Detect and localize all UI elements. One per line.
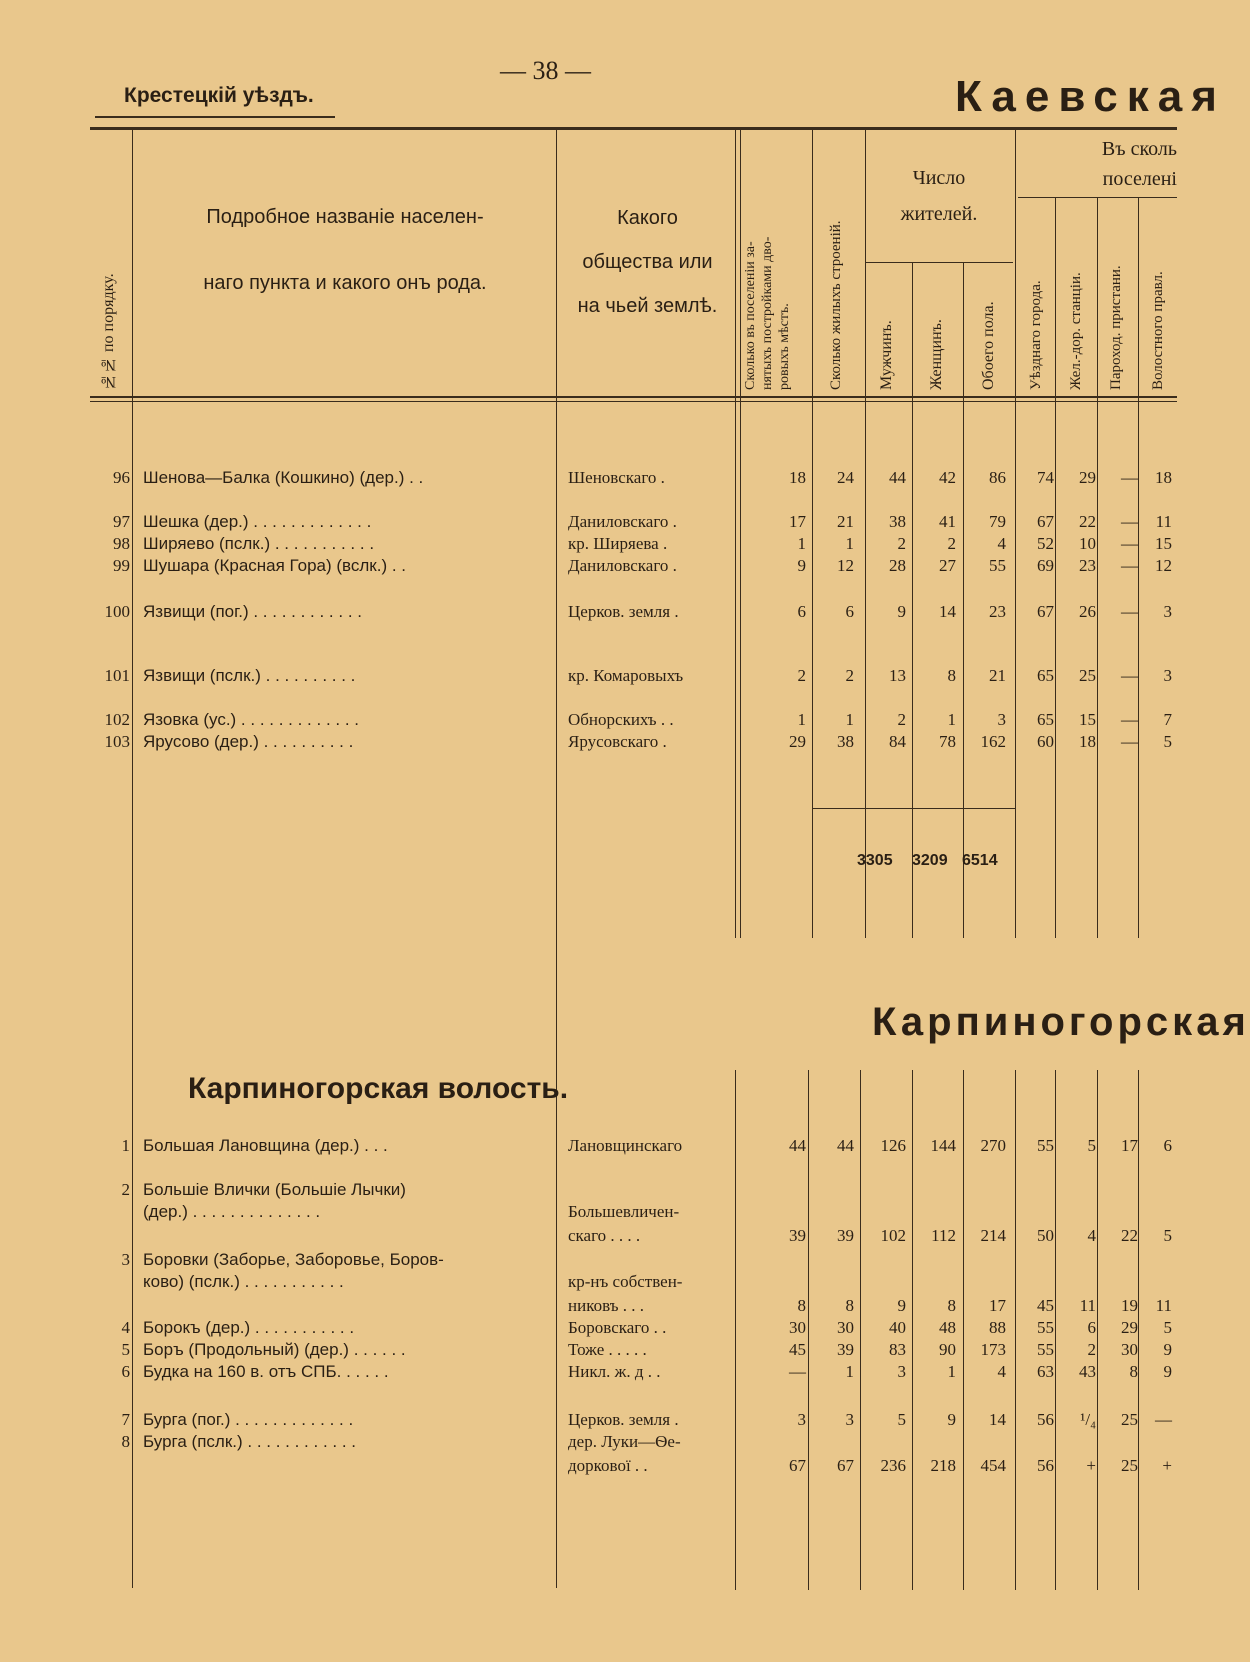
table-row [0,1226,1177,1248]
row-number: 2 [121,1180,130,1199]
total: 23 [989,602,1006,621]
dist-volost: 5 [1163,732,1172,751]
row-number: 97 [113,512,130,531]
buildings: 8 [845,1296,854,1315]
settlement-name: Большая Лановщина (дер.) . . . [143,1136,388,1155]
buildings: 39 [837,1340,854,1359]
col-header-buildings: Сколько жилыхъ строеній. [828,220,844,390]
dist-town: 55 [1037,1340,1054,1359]
dist-town: 67 [1037,512,1054,531]
settlement-name: Язовка (ус.) . . . . . . . . . . . . . [143,710,360,729]
men: 126 [880,1136,906,1155]
total: 214 [980,1226,1006,1245]
households: 18 [789,468,806,487]
col-header-name: Подробное названіе населен- наго пункта и какого онъ рода. [203,206,487,294]
society-name: Тоже . . . . . [568,1340,647,1359]
table-row [0,1432,1177,1454]
settlement-name: (дер.) . . . . . . . . . . . . . . [143,1202,321,1221]
dist-pier: 19 [1121,1296,1138,1315]
dist-rail: 11 [1079,1296,1096,1315]
society-name: Церков. земля . [568,602,679,621]
row-number: 8 [121,1432,130,1451]
dist-pier: 17 [1121,1136,1138,1155]
households: 8 [797,1296,806,1315]
dist-town: 55 [1037,1136,1054,1155]
dist-pier: 8 [1129,1362,1138,1381]
table-row [0,556,1177,578]
households: 1 [797,534,806,553]
buildings: 6 [845,602,854,621]
buildings: 38 [837,732,854,751]
dist-volost: 5 [1163,1318,1172,1337]
table-row [0,666,1177,688]
dist-town: 45 [1037,1296,1054,1315]
dist-pier: — [1121,468,1138,487]
buildings: 24 [837,468,854,487]
dist-rail: 22 [1079,512,1096,531]
households: 44 [789,1136,806,1155]
society-name: Боровскаго . . [568,1318,667,1337]
buildings: 39 [837,1226,854,1245]
women: 1 [947,710,956,729]
dist-rail: 5 [1087,1136,1096,1155]
table-row [0,1410,1177,1432]
dist-pier: 22 [1121,1226,1138,1245]
dist-pier: — [1121,534,1138,553]
table-row [0,512,1177,534]
men: 38 [889,512,906,531]
settlement-name: Шушара (Красная Гора) (вслк.) . . [143,556,407,575]
men: 83 [889,1340,906,1359]
dist-town: 63 [1037,1362,1054,1381]
dist-rail: ¹/₄ [1080,1410,1096,1429]
dist-rail: 29 [1079,468,1096,487]
table-row [0,1180,1177,1202]
header-underline [95,116,335,118]
settlement-name: Бурга (пог.) . . . . . . . . . . . . . [143,1410,354,1429]
women: 218 [930,1456,956,1475]
settlement-name: Язвищи (пог.) . . . . . . . . . . . . [143,602,362,621]
buildings: 30 [837,1318,854,1337]
settlement-name: ково) (пслк.) . . . . . . . . . . . [143,1272,344,1291]
volost-title: Карпиногорская волость. [188,1072,569,1105]
settlement-name: Ширяево (пслк.) . . . . . . . . . . . [143,534,375,553]
dist-town: 52 [1037,534,1054,553]
dist-pier: — [1121,556,1138,575]
table-top-rule [90,127,1177,130]
table-row [0,710,1177,732]
col-header-number: №№ по порядку. [100,273,117,390]
table-row [0,1250,1177,1272]
households: 30 [789,1318,806,1337]
society-name: Даниловскаго . [568,556,677,575]
dist-pier: — [1121,732,1138,751]
settlement-name: Язвищи (пслк.) . . . . . . . . . . [143,666,356,685]
table-row [0,602,1177,624]
total: 79 [989,512,1006,531]
total: 173 [980,1340,1006,1359]
households: — [789,1362,806,1381]
col-header-volost: Волостного правл. [1150,271,1166,390]
settlement-name: Бурга (пслк.) . . . . . . . . . . . . [143,1432,357,1451]
households: 67 [789,1456,806,1475]
row-number: 6 [121,1362,130,1381]
total: 88 [989,1318,1006,1337]
total: 3 [997,710,1006,729]
dist-volost: 11 [1155,1296,1172,1315]
men: 40 [889,1318,906,1337]
dist-town: 67 [1037,602,1054,621]
total-women: 3209 [912,852,948,869]
dist-volost: + [1162,1456,1172,1475]
women: 8 [947,666,956,685]
settlement-name: Шенова—Балка (Кошкино) (дер.) . . [143,468,424,487]
total: 21 [989,666,1006,685]
men: 102 [880,1226,906,1245]
dist-rail: 23 [1079,556,1096,575]
row-number: 4 [121,1318,130,1337]
women: 8 [947,1296,956,1315]
total-men: 3305 [857,852,893,869]
settlement-name: Будка на 160 в. отъ СПБ. . . . . . [143,1362,389,1381]
buildings: 1 [845,710,854,729]
households: 29 [789,732,806,751]
dist-rail: 43 [1079,1362,1096,1381]
women: 48 [939,1318,956,1337]
dist-rail: 4 [1087,1226,1096,1245]
dist-rail: + [1086,1456,1096,1475]
society-name: кр. Комаровыхъ [568,666,684,685]
col-header-town: Уѣзднаго города. [1028,280,1044,390]
dist-town: 65 [1037,710,1054,729]
dist-pier: 30 [1121,1340,1138,1359]
table-row [0,732,1177,754]
group-header-distance: Въ сколь поселені [1101,138,1177,190]
society-name: доркової . . [568,1456,648,1475]
dist-town: 69 [1037,556,1054,575]
buildings: 3 [845,1410,854,1429]
total: 14 [989,1410,1006,1429]
dist-town: 56 [1037,1456,1054,1475]
dist-volost: — [1155,1410,1172,1429]
dist-volost: 7 [1163,710,1172,729]
col-header-women: Женщинъ. [928,319,945,390]
women: 112 [931,1226,956,1245]
dist-town: 56 [1037,1410,1054,1429]
dist-volost: 5 [1163,1226,1172,1245]
dist-pier: — [1121,512,1138,531]
table-header-rule [90,396,1177,398]
dist-volost: 12 [1155,556,1172,575]
dist-rail: 10 [1079,534,1096,553]
households: 1 [797,710,806,729]
dist-town: 55 [1037,1318,1054,1337]
dist-rail: 18 [1079,732,1096,751]
dist-town: 60 [1037,732,1054,751]
men: 9 [897,602,906,621]
dist-pier: 25 [1121,1410,1138,1429]
total: 17 [989,1296,1006,1315]
col-header-rail: Жел.-дор. станціи. [1068,272,1084,390]
dist-volost: 9 [1163,1362,1172,1381]
dist-rail: 15 [1079,710,1096,729]
buildings: 21 [837,512,854,531]
buildings: 1 [845,1362,854,1381]
section-banner-top: Каевская [955,72,1226,121]
society-name: Шеновскаго . [568,468,665,487]
row-number: 101 [104,666,130,685]
households: 39 [789,1226,806,1245]
society-name: Лановщинскаго [568,1136,683,1155]
society-name: дер. Луки—Ѳе- [568,1432,681,1451]
society-name: Даниловскаго . [568,512,677,531]
settlement-name: Боръ (Продольный) (дер.) . . . . . . [143,1340,406,1359]
society-name: Большевличен- [568,1202,680,1221]
buildings: 1 [845,534,854,553]
row-number: 103 [104,732,130,751]
society-name: никовъ . . . [568,1296,644,1315]
page-number: — 38 — [500,56,591,85]
women: 41 [939,512,956,531]
women: 90 [939,1340,956,1359]
total: 270 [980,1136,1006,1155]
table-row [0,468,1177,490]
total-both: 6514 [962,852,998,869]
society-name: кр-нъ собствен- [568,1272,683,1291]
table-row [0,1272,1177,1294]
row-number: 102 [104,710,130,729]
table-row [0,1362,1177,1384]
total: 454 [980,1456,1006,1475]
row-number: 100 [104,602,130,621]
dist-pier: — [1121,710,1138,729]
dist-volost: 15 [1155,534,1172,553]
dist-pier: 25 [1121,1456,1138,1475]
society-name: Церков. земля . [568,1410,679,1429]
men: 84 [889,732,906,751]
men: 28 [889,556,906,575]
total: 55 [989,556,1006,575]
women: 14 [939,602,956,621]
settlement-name: Большіе Влички (Большіе Лычки) [143,1180,406,1199]
col-header-households: Сколько въ поселеніи за- нятыхъ постройками дво- ровыхъ мѣстъ. [743,236,792,390]
men: 9 [897,1296,906,1315]
dist-rail: 6 [1087,1318,1096,1337]
dist-town: 50 [1037,1226,1054,1245]
row-number: 99 [113,556,130,575]
section-banner-bottom: Карпиногорская [872,1000,1250,1044]
total: 4 [997,1362,1006,1381]
men: 5 [897,1410,906,1429]
dist-town: 65 [1037,666,1054,685]
col-header-men: Мужчинъ. [878,320,895,390]
dist-pier: 29 [1121,1318,1138,1337]
households: 17 [789,512,806,531]
men: 3 [897,1362,906,1381]
men: 236 [880,1456,906,1475]
table-row [0,1456,1177,1478]
row-number: 98 [113,534,130,553]
households: 2 [797,666,806,685]
total: 162 [980,732,1006,751]
dist-volost: 3 [1163,666,1172,685]
buildings: 44 [837,1136,854,1155]
society-name: Никл. ж. д . . [568,1362,661,1381]
district-title: Крестецкій уѣздъ. [124,84,314,107]
society-name: скаго . . . . [568,1226,641,1245]
dist-pier: — [1121,602,1138,621]
women: 2 [947,534,956,553]
row-number: 7 [121,1410,130,1429]
dist-volost: 3 [1163,602,1172,621]
households: 45 [789,1340,806,1359]
buildings: 12 [837,556,854,575]
dist-rail: 25 [1079,666,1096,685]
table-row [0,1318,1177,1340]
buildings: 67 [837,1456,854,1475]
dist-pier: — [1121,666,1138,685]
row-number: 96 [113,468,130,487]
society-name: Ярусовскаго . [568,732,667,751]
dist-town: 74 [1037,468,1054,487]
row-number: 5 [121,1340,130,1359]
table-row [0,534,1177,556]
dist-volost: 6 [1163,1136,1172,1155]
dist-rail: 26 [1079,602,1096,621]
women: 1 [947,1362,956,1381]
settlement-name: Боровки (Заборье, Заборовье, Боров- [143,1250,444,1269]
table-row [0,1202,1177,1224]
men: 2 [897,710,906,729]
table-row [0,1296,1177,1318]
women: 9 [947,1410,956,1429]
total: 86 [989,468,1006,487]
dist-volost: 18 [1155,468,1172,487]
settlement-name: Борокъ (дер.) . . . . . . . . . . . [143,1318,355,1337]
households: 9 [797,556,806,575]
society-name: кр. Ширяева . [568,534,668,553]
women: 42 [939,468,956,487]
col-header-pier: Пароход. пристани. [1108,265,1124,390]
dist-volost: 9 [1163,1340,1172,1359]
women: 144 [930,1136,956,1155]
table-row [0,1136,1177,1158]
women: 78 [939,732,956,751]
table-row [0,1340,1177,1362]
dist-rail: 2 [1087,1340,1096,1359]
dist-volost: 11 [1155,512,1172,531]
men: 13 [889,666,906,685]
households: 3 [797,1410,806,1429]
row-number: 1 [121,1136,130,1155]
men: 2 [897,534,906,553]
settlement-name: Шешка (дер.) . . . . . . . . . . . . . [143,512,372,531]
col-header-society: Какого общества или на чьей землѣ. [577,207,718,317]
total: 4 [997,534,1006,553]
row-number: 3 [121,1250,130,1269]
women: 27 [939,556,956,575]
col-header-total: Обоего пола. [980,301,997,390]
settlement-name: Ярусово (дер.) . . . . . . . . . . [143,732,354,751]
buildings: 2 [845,666,854,685]
men: 44 [889,468,906,487]
households: 6 [797,602,806,621]
group-header-residents: Число жителей. [900,167,978,225]
society-name: Обнорскихъ . . [568,710,674,729]
